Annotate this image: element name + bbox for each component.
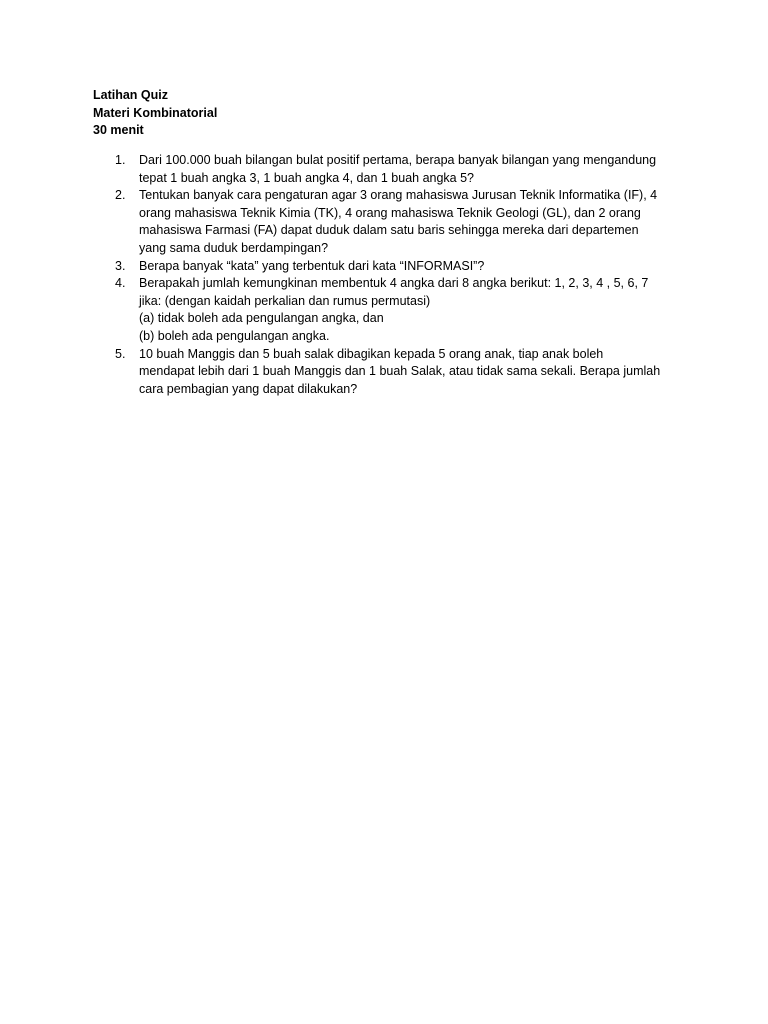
question-subitem-b: (b) boleh ada pengulangan angka.	[139, 328, 330, 343]
question-text-line: yang sama duduk berdampingan?	[139, 240, 329, 255]
question-number: 3.	[115, 258, 126, 273]
question-text-line: tepat 1 buah angka 3, 1 buah angka 4, dan 1 buah angka 5?	[139, 170, 475, 185]
question-item	[93, 187, 693, 257]
question-item	[93, 152, 693, 187]
question-text-line: Dari 100.000 buah bilangan bulat positif pertama, berapa banyak bilangan yang mengandung	[139, 153, 657, 167]
question-text-line: Berapa banyak “kata” yang terbentuk dari kata “INFORMASI”?	[139, 258, 485, 273]
question-text-line: mendapat lebih dari 1 buah Manggis dan 1 buah Salak, atau tidak sama sekali. Berapa jumlah	[139, 364, 661, 379]
question-text-line: jika: (dengan kaidah perkalian dan rumus permutasi)	[139, 293, 431, 308]
document-header	[93, 87, 217, 140]
question-subitem-a: (a) tidak boleh ada pengulangan angka, dan	[139, 311, 384, 326]
question-number: 2.	[115, 188, 126, 203]
question-text-line: cara pembagian yang dapat dilakukan?	[139, 381, 358, 396]
question-text-line: 10 buah Manggis dan 5 buah salak dibagikan kepada 5 orang anak, tiap anak boleh	[139, 346, 604, 361]
question-text-line: mahasiswa Farmasi (FA) dapat duduk dalam satu baris sehingga mereka dari departemen	[139, 223, 639, 238]
question-list	[93, 152, 693, 398]
question-number: 5.	[115, 346, 126, 361]
question-text-line: Berapakah jumlah kemungkinan membentuk 4 angka dari 8 angka berikut: 1, 2, 3, 4 , 5, 6, 7	[139, 276, 649, 291]
quiz-subject: Materi Kombinatorial	[93, 105, 218, 120]
quiz-title: Latihan Quiz	[93, 88, 168, 102]
question-text-line: Tentukan banyak cara pengaturan agar 3 orang mahasiswa Jurusan Teknik Informatika (IF), 4	[139, 188, 658, 203]
question-number: 4.	[115, 276, 126, 291]
question-number: 1.	[115, 153, 126, 167]
question-item	[93, 258, 693, 276]
question-text-line: orang mahasiswa Teknik Kimia (TK), 4 orang mahasiswa Teknik Geologi (GL), dan 2 orang	[139, 205, 641, 220]
question-item	[93, 346, 693, 399]
quiz-duration: 30 menit	[93, 123, 144, 137]
question-item	[93, 275, 693, 345]
